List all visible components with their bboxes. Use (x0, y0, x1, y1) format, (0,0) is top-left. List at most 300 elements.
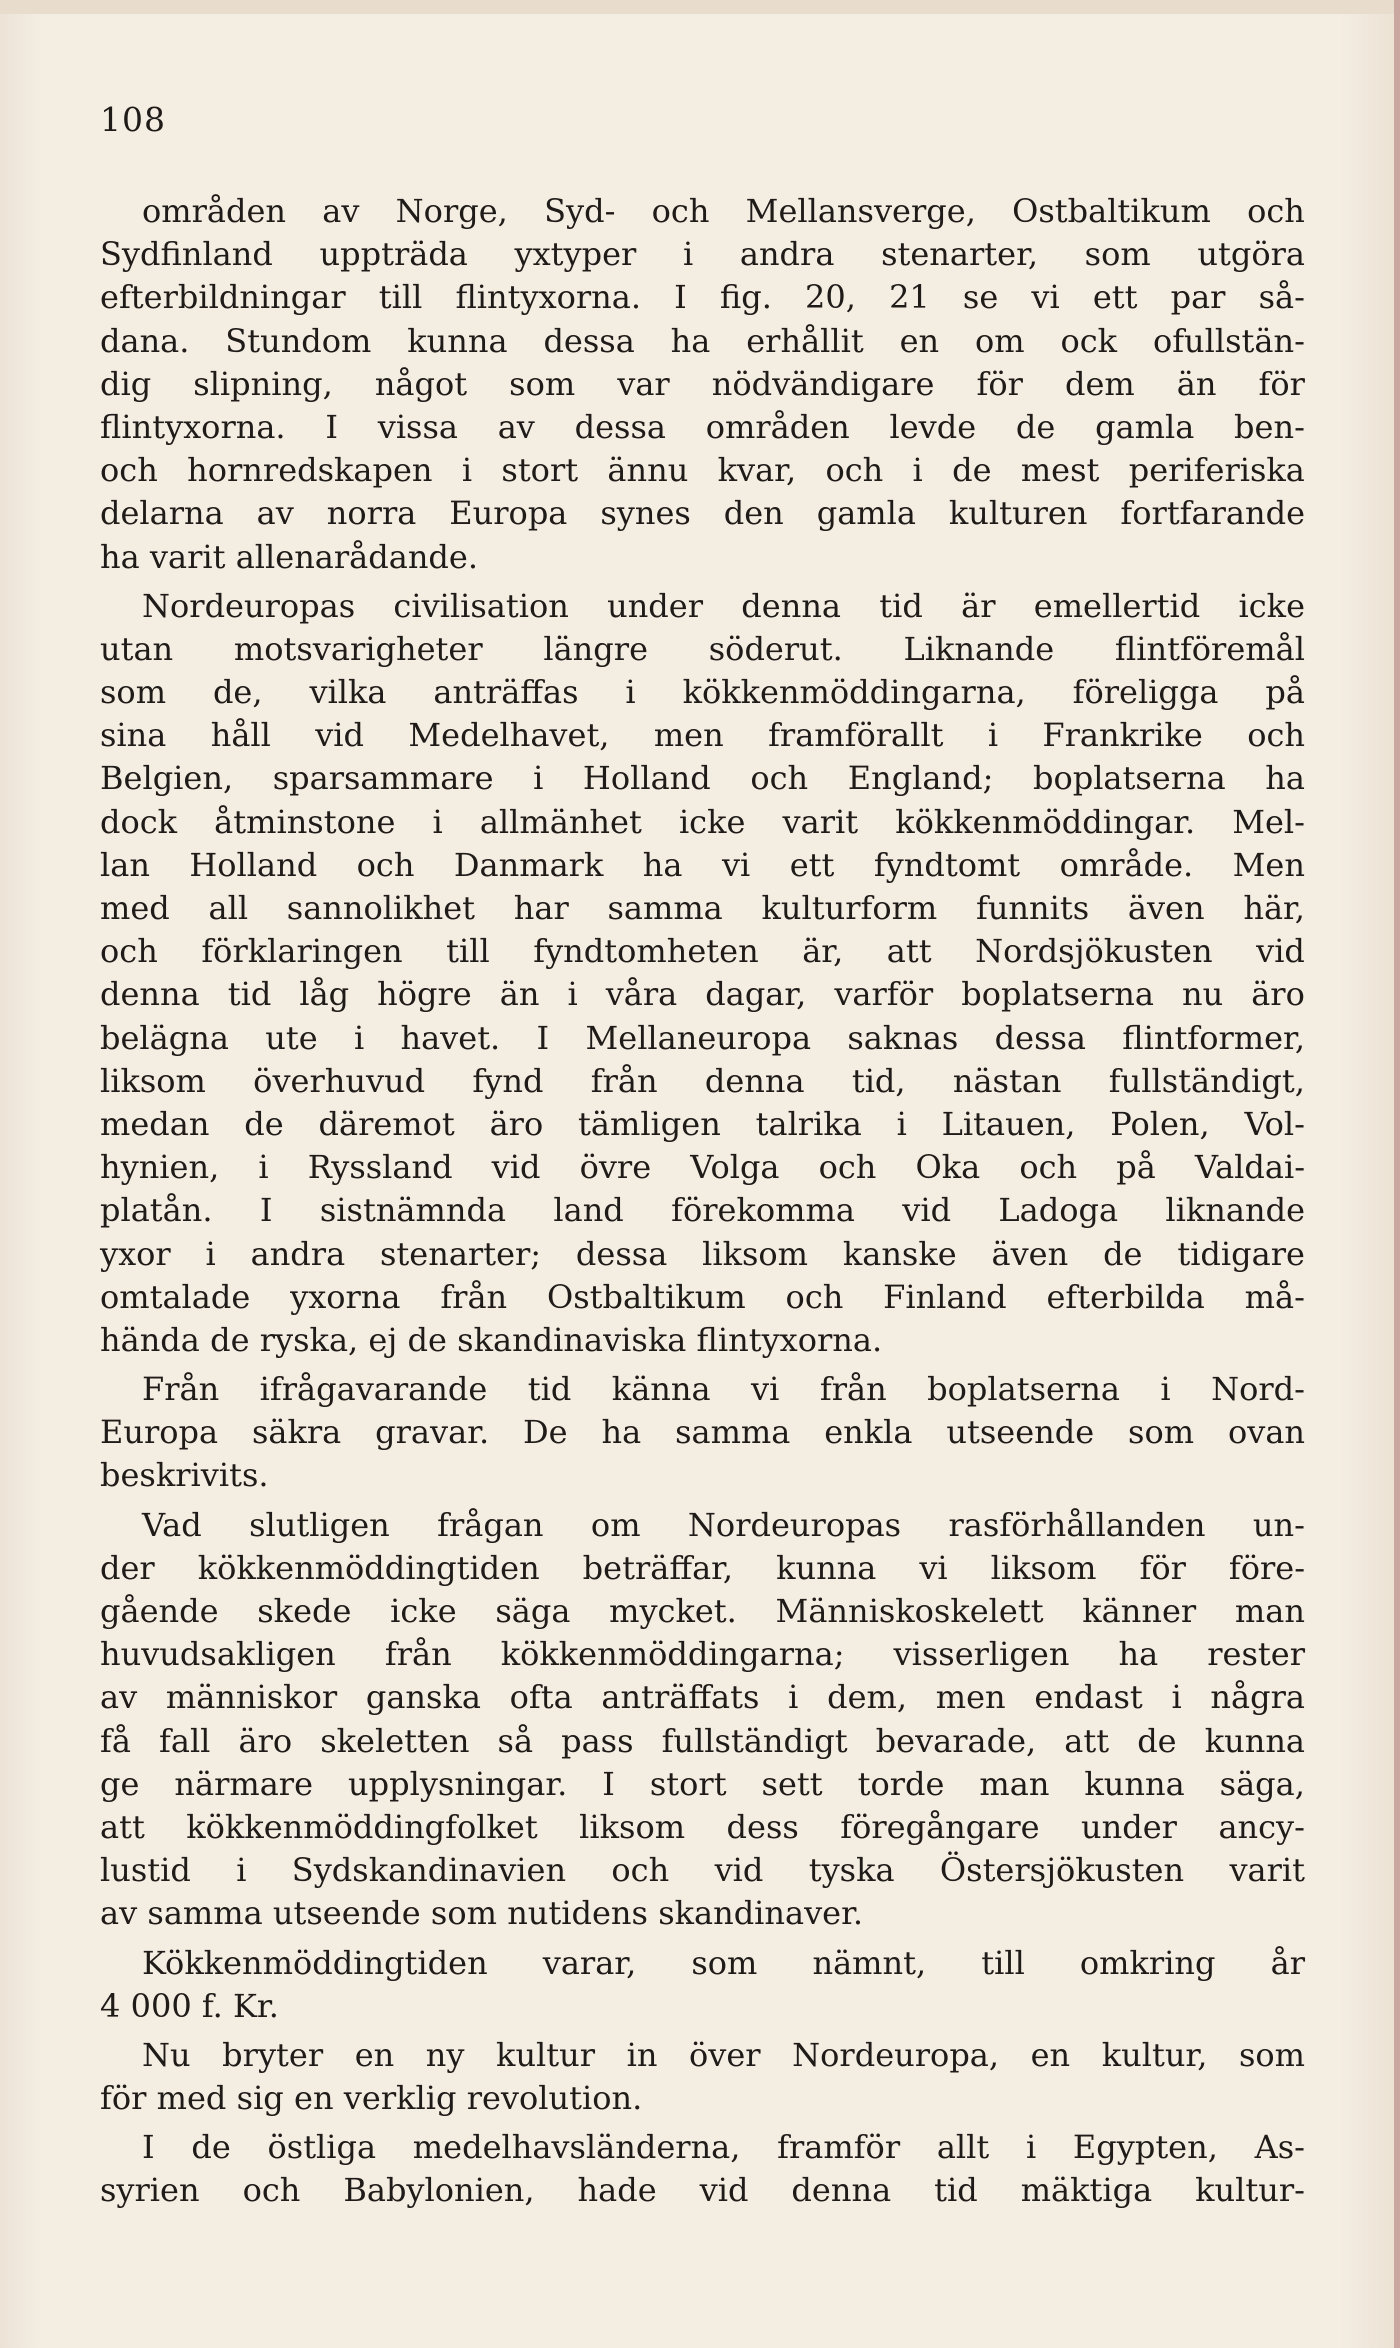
word: ej (368, 1320, 398, 1359)
word: I (142, 2128, 155, 2167)
word: överhuvud (253, 1061, 426, 1100)
word: fullständigt (661, 1721, 848, 1760)
word: Kr. (233, 1986, 279, 2025)
word: Sydfinland (100, 235, 273, 274)
text-line (100, 801, 1305, 844)
word: denna (100, 975, 200, 1014)
word: Vad (142, 1505, 202, 1544)
word: Polen, (1110, 1104, 1210, 1143)
text-line (100, 1319, 1305, 1362)
word: dem, (827, 1678, 908, 1717)
word: flintyxorna. (696, 1320, 883, 1359)
word: samma (675, 1413, 791, 1452)
word: ryska, (259, 1320, 359, 1359)
text-line (100, 536, 1305, 579)
word: de (407, 1320, 447, 1359)
word: under (607, 586, 704, 625)
word: är (961, 586, 996, 625)
word: ett (1092, 278, 1138, 317)
word: kökkenmöddingtiden (197, 1548, 540, 1587)
word: dem (1064, 364, 1135, 403)
word: medan (100, 1104, 210, 1143)
word: och (100, 451, 158, 490)
word: har (513, 889, 569, 927)
word: anträffas (433, 673, 579, 712)
word: ny (425, 2035, 465, 2074)
word: söderut. (708, 629, 843, 668)
text-line (100, 1633, 1305, 1676)
text-line (100, 844, 1305, 887)
word: om (975, 321, 1025, 360)
word: här, (1243, 889, 1305, 927)
word: för (1258, 364, 1305, 403)
word: upplysningar. (348, 1764, 568, 1803)
word: tid (227, 975, 272, 1014)
word: till (446, 932, 490, 971)
text-line (100, 1504, 1305, 1547)
word: Finland (883, 1277, 1007, 1316)
text-line (100, 233, 1305, 276)
word: något (374, 364, 468, 403)
page-number: 108 (100, 100, 166, 139)
page-right-edge (1394, 0, 1400, 2348)
word: tid (934, 2171, 978, 2210)
word: för (1139, 1548, 1186, 1587)
word: i (625, 673, 636, 712)
word: vid (491, 1148, 541, 1187)
word: en (294, 2079, 334, 2118)
text-line (100, 2034, 1305, 2077)
word: Mellaneuropa (585, 1018, 812, 1057)
word: som (1128, 1413, 1195, 1452)
word: I (325, 407, 338, 446)
word: denna (791, 2171, 892, 2210)
text-line (100, 714, 1305, 757)
word: dessa (543, 321, 635, 360)
word: stenarter; (380, 1234, 542, 1273)
word: beskrivits. (100, 1456, 269, 1495)
text-line (100, 1806, 1305, 1849)
word: sannolikhet (286, 889, 476, 927)
word: Syd- (544, 192, 616, 230)
word: levde (889, 407, 977, 446)
word: utseende (272, 1894, 421, 1933)
word: kunna (776, 1548, 877, 1587)
word: gående (100, 1592, 219, 1630)
paragraph (100, 190, 1305, 579)
text-line (100, 2077, 1305, 2120)
word: Valdai- (1194, 1148, 1305, 1187)
word: skandinaver. (658, 1894, 864, 1933)
body-text (100, 190, 1305, 2219)
word: vi (919, 1548, 948, 1587)
word: som (430, 1894, 497, 1933)
word: flintyxorna. (455, 278, 642, 317)
paragraph (100, 1942, 1305, 2028)
word: anträffats (601, 1678, 760, 1717)
word: vissa (377, 407, 458, 446)
word: vi (751, 1370, 780, 1409)
word: I (602, 1764, 615, 1803)
word: sett (761, 1764, 823, 1803)
page-top-edge (0, 0, 1400, 14)
text-line (100, 1454, 1305, 1497)
word: från (590, 1061, 658, 1100)
word: kultur, (1101, 2035, 1208, 2074)
word: säga (495, 1592, 571, 1630)
text-line (100, 190, 1305, 233)
word: de (1103, 1234, 1143, 1273)
word: As- (1254, 2128, 1305, 2167)
word: andra (739, 235, 835, 274)
word: med (100, 889, 170, 927)
word: dessa (994, 1018, 1086, 1057)
word: ha (100, 537, 140, 576)
word: England; (847, 759, 994, 798)
word: de (244, 1104, 284, 1143)
word: Europa (100, 1413, 219, 1452)
word: kunna (1084, 1764, 1185, 1803)
word: flintyxorna. (100, 407, 286, 446)
word: enkla (824, 1413, 913, 1452)
word: man (979, 1764, 1050, 1803)
word: Vol- (1244, 1104, 1305, 1143)
word: varar, (542, 1943, 637, 1982)
word: hade (577, 2171, 657, 2210)
word: torde (857, 1764, 945, 1803)
word: vid (315, 716, 365, 755)
word: våra (605, 975, 678, 1014)
word: kanske (842, 1234, 957, 1273)
word: men (935, 1678, 1006, 1717)
text-line (100, 1942, 1305, 1985)
text-line (100, 1276, 1305, 1319)
word: Volga (690, 1148, 780, 1187)
word: i (1171, 1678, 1182, 1717)
word: Liknande (903, 629, 1055, 668)
word: Mellansverge, (745, 192, 976, 230)
paragraph (100, 2034, 1305, 2120)
word: ute (265, 1018, 318, 1057)
word: år (1270, 1943, 1305, 1982)
word: varför (834, 975, 934, 1014)
word: äro (489, 1104, 544, 1143)
word: kökkenmöddingarna; (500, 1635, 845, 1674)
text-line (100, 757, 1305, 800)
word: endast (1034, 1678, 1143, 1717)
word: att (886, 932, 932, 971)
word: dig (100, 364, 152, 403)
word: även (1127, 889, 1205, 927)
word: i (205, 1234, 216, 1273)
word: för (100, 2079, 147, 2118)
text-line (100, 585, 1305, 628)
word: och (1247, 716, 1305, 755)
word: Nordeuropas (687, 1505, 902, 1544)
text-line (100, 628, 1305, 671)
word: samma (607, 889, 723, 927)
paragraph (100, 1368, 1305, 1498)
word: på (1265, 673, 1305, 712)
word: och (818, 1148, 877, 1187)
word: Holland (582, 759, 711, 798)
text-line (100, 320, 1305, 363)
word: är, (802, 932, 844, 971)
word: förklaringen (201, 932, 403, 971)
word: vid (902, 1191, 952, 1230)
text-line (100, 1547, 1305, 1590)
word: än (499, 975, 540, 1014)
text-line (100, 2169, 1305, 2212)
word: mäktiga (1020, 2171, 1153, 2210)
word: kökkenmöddingfolket (186, 1807, 538, 1846)
word: Sydskandinavien (291, 1851, 567, 1890)
word: men (653, 716, 724, 755)
word: gravar. (375, 1413, 490, 1452)
text-line (100, 671, 1305, 714)
word: föreligga (1072, 673, 1219, 712)
text-line (100, 1676, 1305, 1719)
word: I (259, 1191, 273, 1230)
text-line (100, 887, 1305, 930)
word: i (567, 975, 578, 1014)
text-line (100, 973, 1305, 1016)
word: Ladoga (998, 1191, 1119, 1230)
word: kunna (1204, 1721, 1305, 1760)
word: i (1025, 2128, 1037, 2167)
word: sistnämnda (319, 1191, 507, 1230)
word: under (1081, 1807, 1177, 1846)
word: boplatserna (961, 975, 1154, 1014)
text-line (100, 1411, 1305, 1454)
word: flintformer, (1122, 1018, 1305, 1057)
word: fig. (719, 278, 772, 317)
word: fortfarande (1120, 494, 1305, 533)
word: i (236, 1851, 247, 1890)
word: syrien (100, 2171, 200, 2210)
word: verklig (343, 2079, 457, 2118)
word: om (590, 1505, 641, 1544)
word: varit (782, 802, 859, 841)
paragraph (100, 1504, 1305, 1936)
word: icke (390, 1592, 457, 1630)
word: till (378, 278, 423, 317)
word: bryter (222, 2035, 324, 2074)
word: säkra (251, 1413, 342, 1452)
word: från (384, 1635, 452, 1674)
word: flintföremål (1114, 629, 1305, 668)
word: 21 (889, 278, 930, 317)
word: Frankrike (1042, 716, 1203, 755)
word: i (533, 759, 544, 798)
word: nu (1181, 975, 1224, 1014)
word: tid (879, 586, 923, 625)
word: känner (1082, 1592, 1197, 1630)
word: nämnt, (812, 1943, 927, 1982)
word: i (258, 1148, 269, 1187)
word: utan (100, 629, 174, 668)
word: dock (100, 802, 178, 841)
word: högre (377, 975, 472, 1014)
word: fyndtomt (873, 845, 1021, 884)
word: dana. (100, 321, 190, 360)
word: ock (1060, 321, 1118, 360)
word: Ryssland (307, 1148, 453, 1187)
word: områden (705, 407, 850, 446)
text-line (100, 2126, 1305, 2169)
word: par (1170, 278, 1226, 317)
word: Ostbaltikum (1012, 192, 1211, 230)
word: De (523, 1413, 568, 1452)
word: Oka (915, 1148, 981, 1187)
word: dagar, (705, 975, 807, 1014)
word: 4 (100, 1986, 121, 2025)
word: periferiska (1128, 451, 1305, 490)
word: de (210, 1320, 250, 1359)
text-line (100, 1763, 1305, 1806)
word: liksom (579, 1807, 686, 1846)
word: boplatserna (927, 1370, 1120, 1409)
word: och (611, 1851, 670, 1890)
word: kultur (496, 2035, 596, 2074)
word: Nordeuropa, (792, 2035, 1000, 2074)
word: av (100, 1678, 138, 1717)
word: sig (236, 2079, 284, 2118)
word: ännu (607, 451, 689, 490)
word: på (1116, 1148, 1156, 1187)
word: ha (1265, 759, 1305, 798)
word: som (1084, 235, 1151, 274)
word: allt (936, 2128, 990, 2167)
text-line (100, 1892, 1305, 1935)
word: och (242, 2171, 301, 2210)
word: än (1176, 364, 1217, 403)
word: Nu (142, 2035, 191, 2074)
word: saknas (847, 1018, 959, 1057)
word: Nordeuropas (142, 586, 356, 625)
word: 000 (130, 1986, 192, 2025)
word: beträffar, (582, 1548, 734, 1587)
word: revolution. (466, 2079, 643, 2118)
word: Men (1232, 845, 1305, 884)
word: delarna (100, 494, 224, 533)
word: gamla (1095, 407, 1195, 446)
word: vi (1031, 278, 1060, 317)
word: några (1210, 1678, 1305, 1717)
word: stort (649, 1764, 727, 1803)
word: i (353, 1018, 365, 1057)
word: icke (678, 802, 746, 841)
word: samma (147, 1894, 263, 1933)
word: ha (1118, 1635, 1159, 1674)
word: och (1019, 1148, 1078, 1187)
word: ha (601, 1413, 642, 1452)
word: kvar, (717, 451, 797, 490)
word: omtalade (100, 1277, 251, 1316)
word: stenarter, (881, 235, 1039, 274)
word: Mel- (1232, 802, 1305, 841)
word: rester (1207, 1635, 1305, 1674)
text-line (100, 1233, 1305, 1276)
word: ancy- (1218, 1807, 1305, 1846)
word: av (256, 494, 294, 533)
word: denna (741, 586, 841, 625)
word: åtminstone (214, 802, 396, 841)
text-line (100, 1146, 1305, 1189)
word: en (1030, 2035, 1071, 2074)
word: hynien, (100, 1148, 220, 1187)
word: slipning, (193, 364, 333, 403)
word: fyndtomheten (533, 932, 759, 971)
word: kulturen (948, 494, 1088, 533)
word: att (1064, 1721, 1110, 1760)
word: de (1015, 407, 1056, 446)
word: erhållit (746, 321, 864, 360)
word: som (100, 673, 167, 712)
word: och (1247, 192, 1305, 230)
word: ha (642, 845, 683, 884)
word: nödvändigare (711, 364, 935, 403)
word: se (962, 278, 999, 317)
word: före- (1228, 1548, 1305, 1587)
word: kökkenmöddingarna, (682, 673, 1026, 712)
word: i (912, 451, 923, 490)
word: stort (501, 451, 579, 490)
word: rasförhållanden (948, 1505, 1206, 1544)
word: efterbilda (1046, 1277, 1205, 1316)
word: Danmark (453, 845, 604, 884)
word: ofullstän- (1152, 321, 1305, 360)
word: medelhavsländerna, (412, 2128, 741, 2167)
word: ifrågavarande (259, 1370, 488, 1409)
word: Norge, (395, 192, 508, 230)
word: håll (210, 716, 271, 755)
word: fynd (472, 1061, 544, 1100)
word: och (750, 759, 809, 798)
text-line (100, 930, 1305, 973)
word: in (626, 2035, 658, 2074)
word: i (432, 802, 443, 841)
text-line (100, 1720, 1305, 1763)
text-line (100, 449, 1305, 492)
word: lustid (100, 1851, 191, 1890)
word: liksom (990, 1548, 1097, 1587)
word: av (322, 192, 360, 230)
word: land (553, 1191, 624, 1230)
word: f. (201, 1986, 223, 2025)
word: ovan (1227, 1413, 1305, 1452)
word: som (1238, 2035, 1305, 2074)
word: norra (326, 494, 417, 533)
word: emellertid (1033, 586, 1201, 625)
word: Belgien, (100, 759, 234, 798)
word: un- (1252, 1505, 1305, 1544)
word: över (689, 2035, 761, 2074)
word: andra (250, 1234, 346, 1273)
word: låg (299, 975, 350, 1014)
word: av (497, 407, 535, 446)
word: Nordsjökusten (975, 932, 1213, 971)
word: människor (165, 1678, 338, 1717)
word: i (896, 1104, 907, 1143)
word: tyska (808, 1851, 895, 1890)
word: i (987, 716, 999, 755)
word: dessa (575, 1234, 668, 1273)
word: Babylonien, (343, 2171, 535, 2210)
word: tid (527, 1370, 572, 1409)
word: nästan (952, 1061, 1062, 1100)
word: Östersjökusten (939, 1851, 1185, 1890)
